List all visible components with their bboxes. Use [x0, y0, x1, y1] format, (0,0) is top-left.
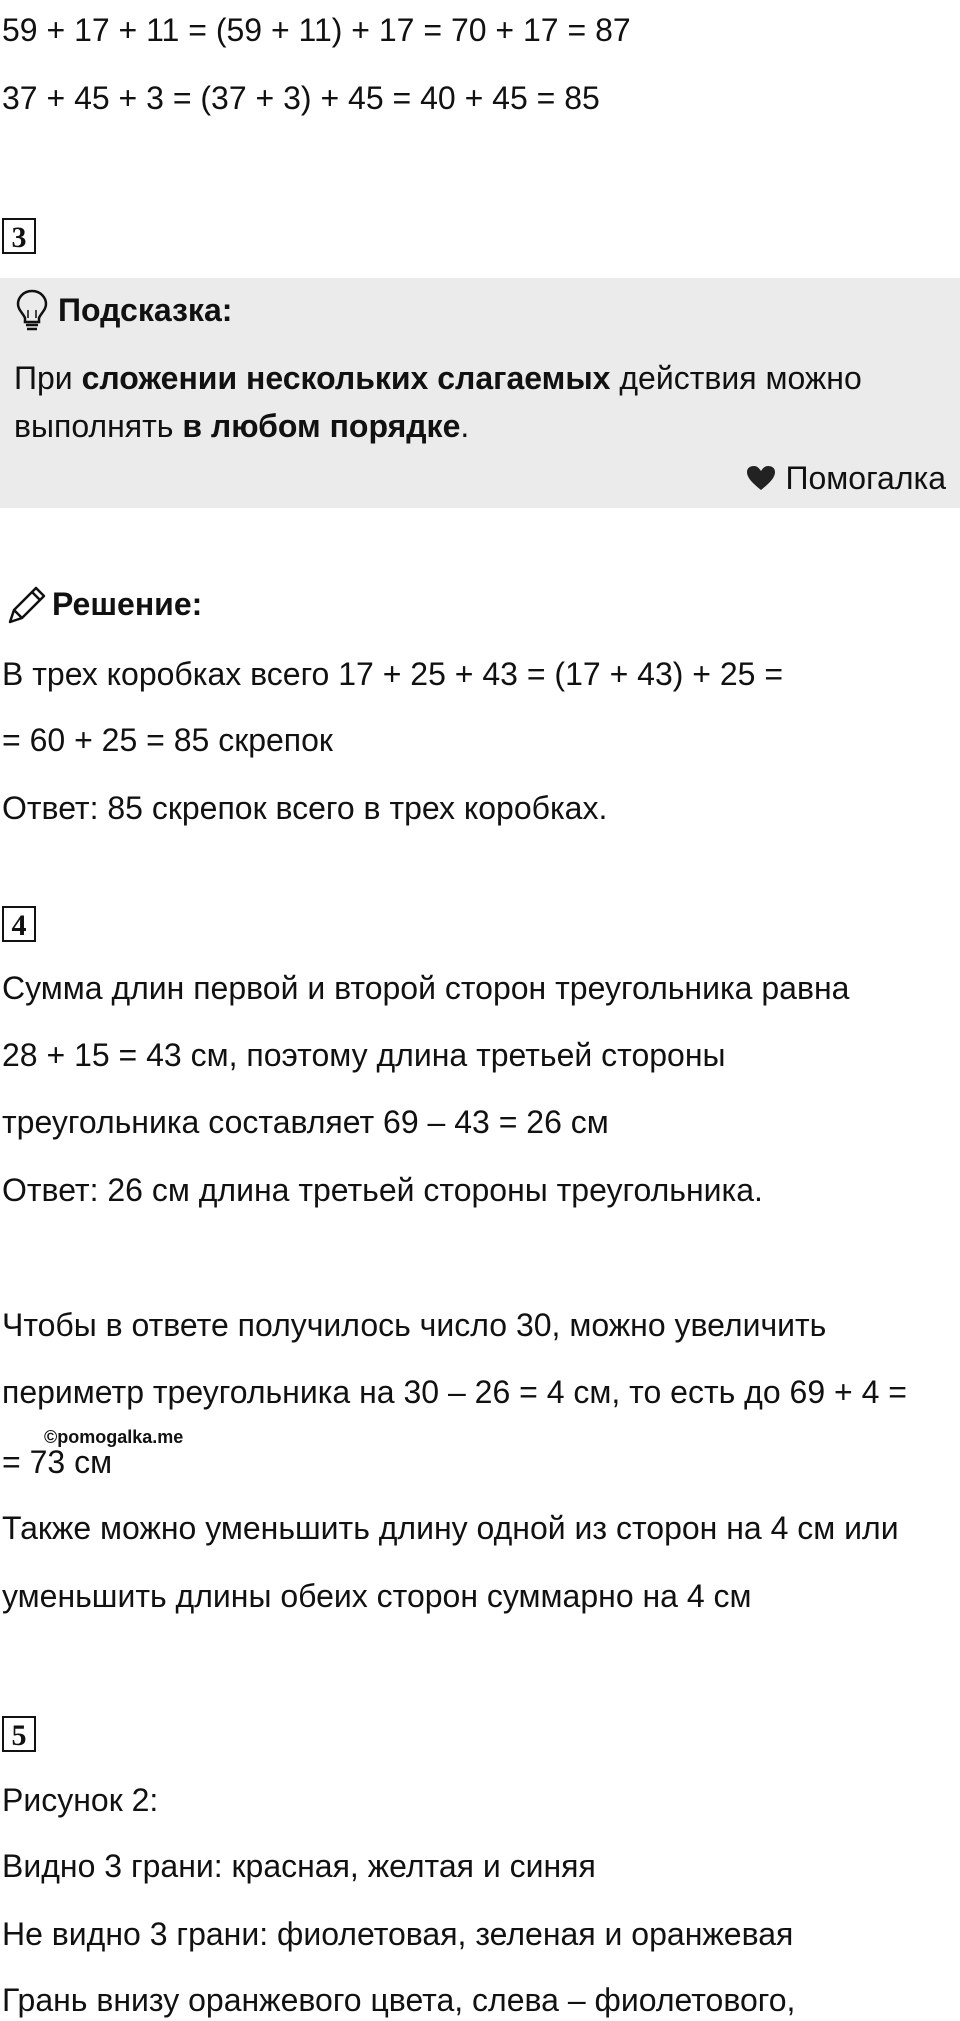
- watermark: ©pomogalka.me: [44, 1427, 184, 1447]
- task-number-4: 4: [2, 906, 36, 942]
- task5-line-4: Грань внизу оранжевого цвета, слева – фиолетового,: [2, 1982, 796, 2018]
- task-number-5: 5: [2, 1716, 36, 1752]
- hint-box: [0, 278, 960, 508]
- equation-line-1: 59 + 17 + 11 = (59 + 11) + 17 = 70 + 17 = 87: [2, 12, 631, 48]
- task-number-3: 3: [2, 218, 36, 254]
- task4-line-5: Чтобы в ответе получилось число 30, можно увеличить: [2, 1307, 827, 1343]
- task5-line-2: Видно 3 грани: красная, желтая и синяя: [2, 1848, 596, 1884]
- task4-line-6: периметр треугольника на 30 – 26 = 4 см, то есть до 69 + 4 =: [2, 1374, 907, 1410]
- solution-title: Решение:: [52, 586, 203, 622]
- task5-line-3: Не видно 3 грани: фиолетовая, зеленая и оранжевая: [2, 1916, 794, 1952]
- lightbulb-icon: [14, 288, 50, 332]
- brand-label: Помогалка: [785, 460, 946, 496]
- hint-title: Подсказка:: [58, 292, 233, 328]
- task4-line-9: уменьшить длины обеих сторон суммарно на 4 см: [2, 1578, 752, 1614]
- task4-line-4: Ответ: 26 см длина третьей стороны треугольника.: [2, 1172, 763, 1208]
- equation-line-2: 37 + 45 + 3 = (37 + 3) + 45 = 40 + 45 = 85: [2, 80, 600, 116]
- task4-line-1: Сумма длин первой и второй сторон треугольника равна: [2, 970, 850, 1006]
- hint-text-line-1: При сложении нескольких слагаемых действия можно: [14, 360, 862, 396]
- task4-line-3: треугольника составляет 69 – 43 = 26 см: [2, 1104, 609, 1140]
- task4-line-7: = 73 см: [2, 1444, 113, 1480]
- task3-line-3: Ответ: 85 скрепок всего в трех коробках.: [2, 790, 608, 826]
- pencil-icon: [4, 584, 48, 628]
- task5-line-1: Рисунок 2:: [2, 1782, 159, 1818]
- task4-line-8: Также можно уменьшить длину одной из сторон на 4 см или: [2, 1510, 899, 1546]
- task4-line-2: 28 + 15 = 43 см, поэтому длина третьей стороны: [2, 1037, 726, 1073]
- task3-line-1: В трех коробках всего 17 + 25 + 43 = (17 + 43) + 25 =: [2, 656, 784, 692]
- heart-icon: [745, 464, 777, 492]
- task3-line-2: = 60 + 25 = 85 скрепок: [2, 722, 333, 758]
- hint-brand: [745, 458, 946, 498]
- hint-text-line-2: выполнять в любом порядке.: [14, 408, 470, 444]
